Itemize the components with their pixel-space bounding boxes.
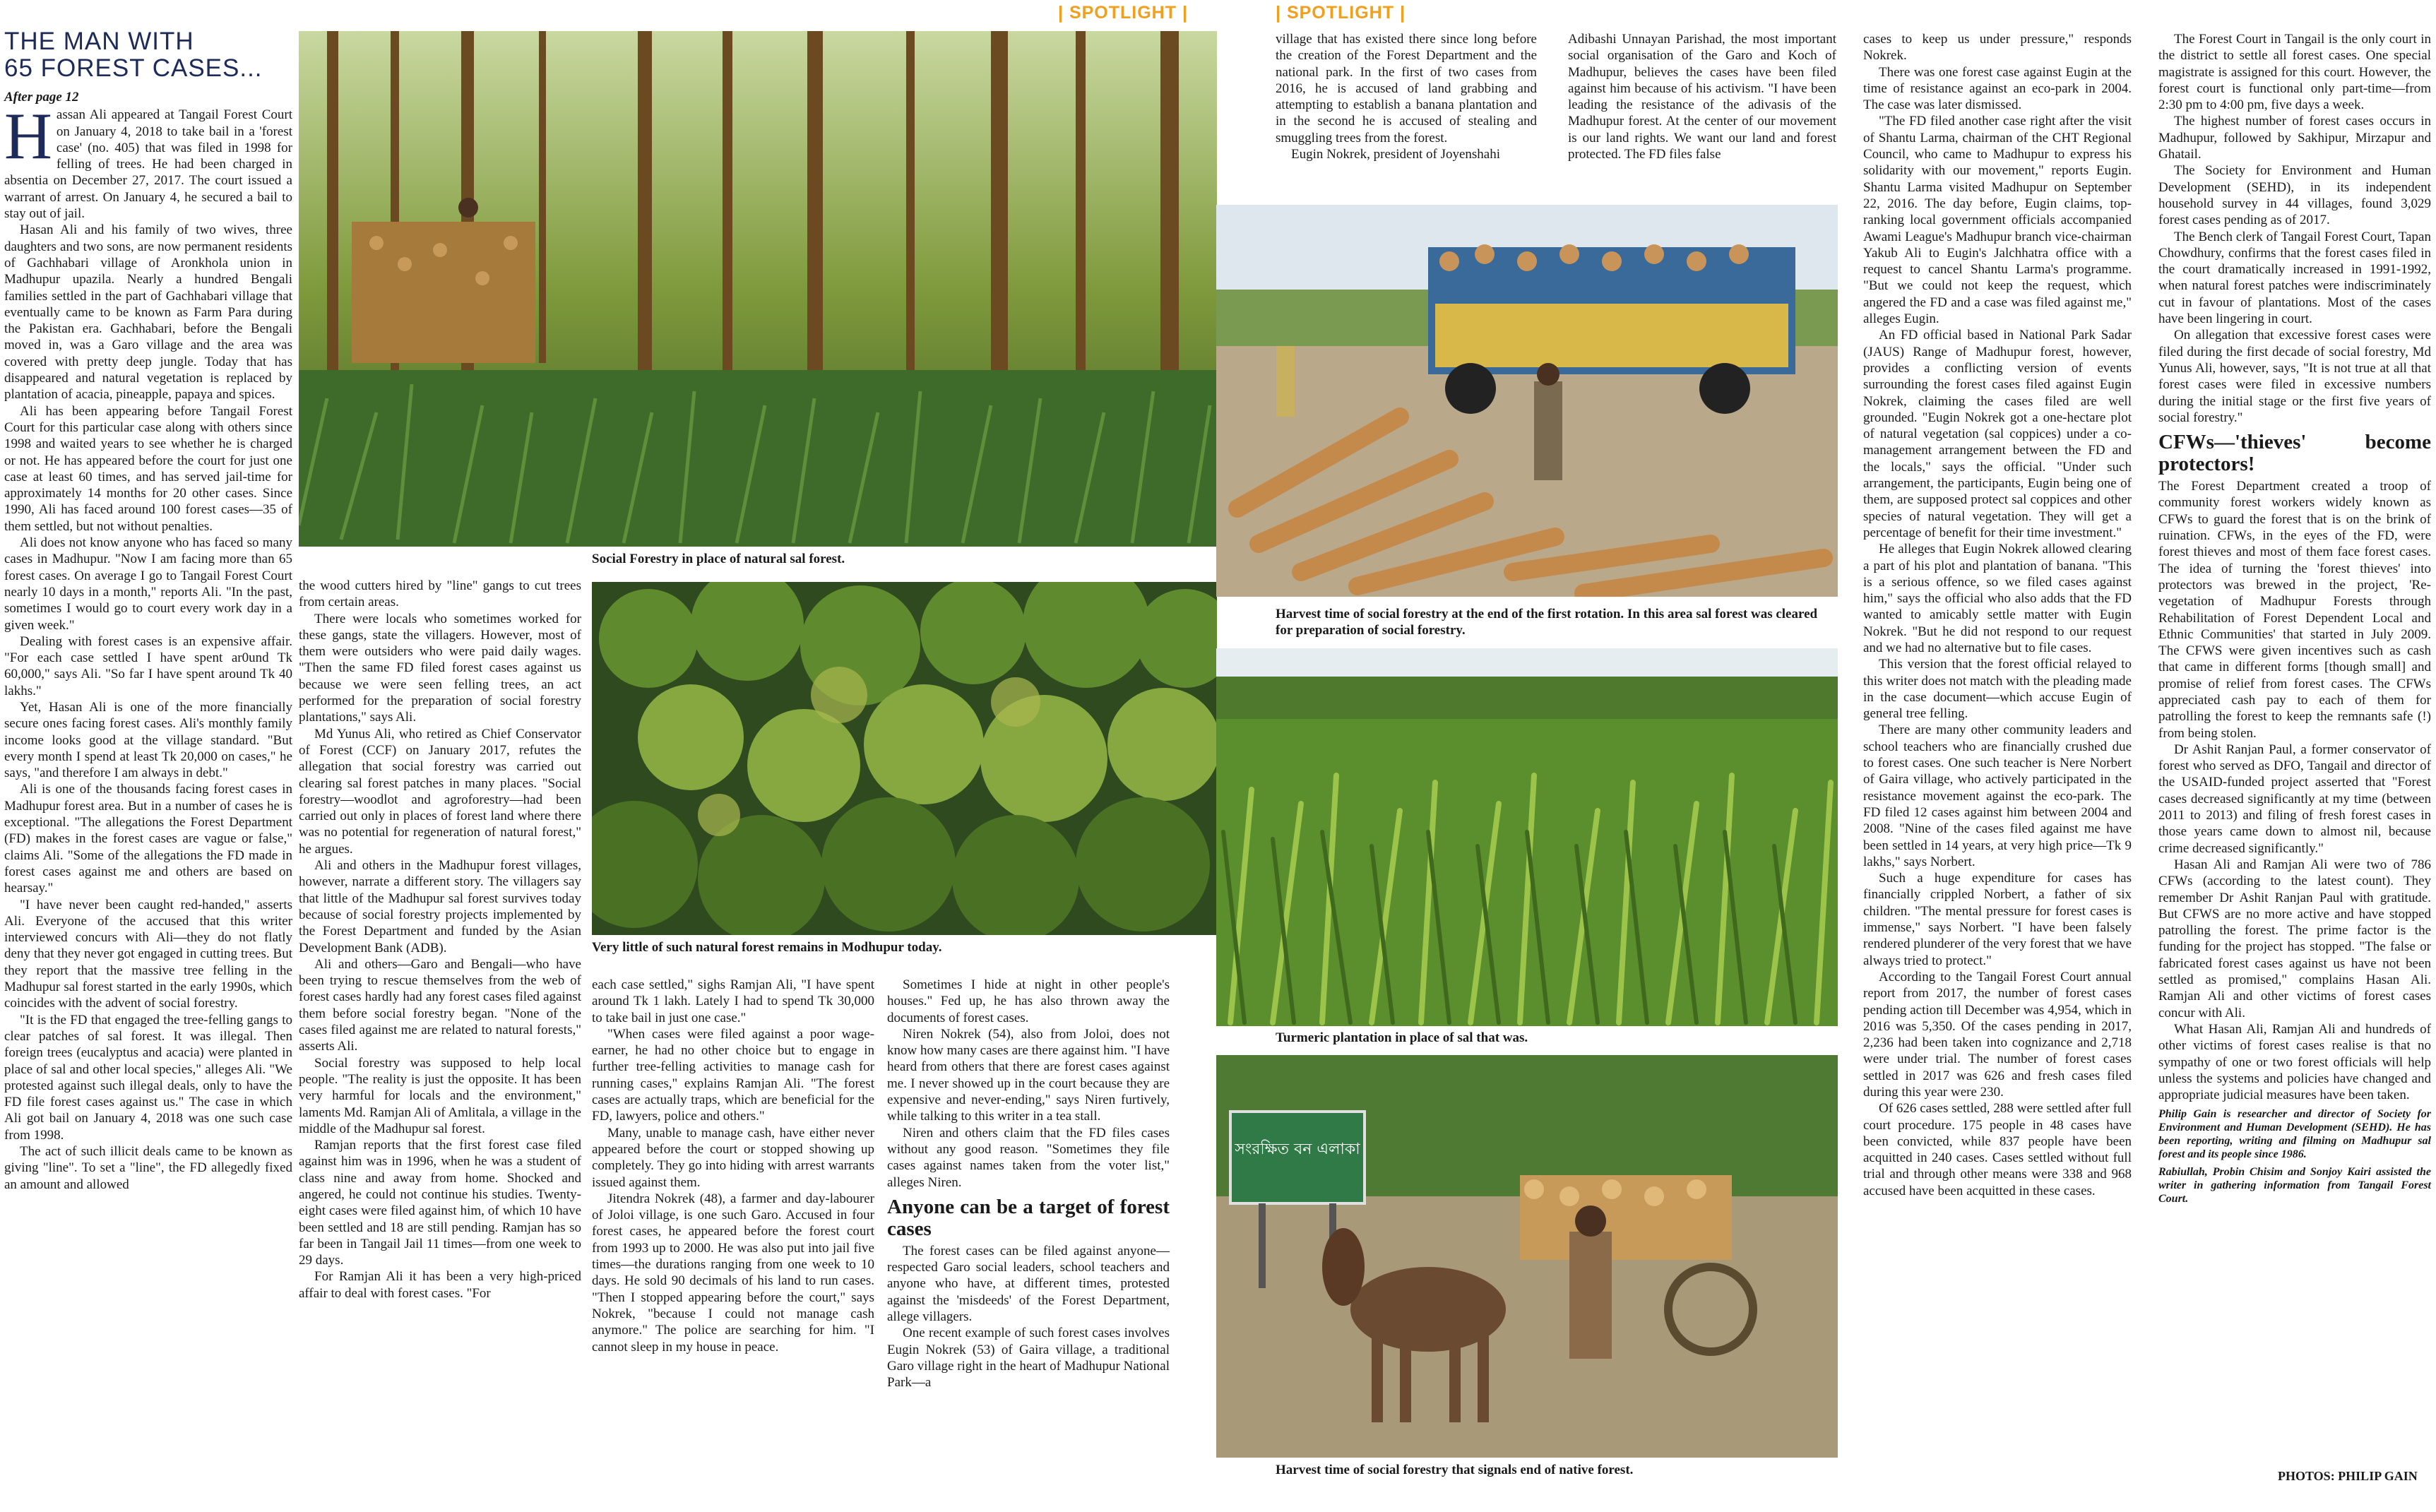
paragraph: What Hasan Ali, Ramjan Ali and hundreds of other victims of forest cases realise is that no sympathy of one or two forest officials will help unless the systems and policies have changed and appropriate judicial measures have been taken. xyxy=(2158,1021,2431,1103)
paragraph: One recent example of such forest cases involves Eugin Nokrek (53) of Gaira village, a traditional Garo village right in the heart of Madhupur National Park—a xyxy=(887,1326,1170,1391)
photo-credit: PHOTOS: PHILIP GAIN xyxy=(2278,1469,2418,1483)
photo-social-forestry xyxy=(299,31,1217,547)
paragraph: Yet, Hasan Ali is one of the more financially secure ones facing forest cases. Ali's monthly family income looks good at the village standard. "But every month I spend at least Tk 20,000 on cases," he says, "and therefore I am always in debt." xyxy=(4,699,292,781)
paragraph: The Bench clerk of Tangail Forest Court, Tapan Chowdhury, confirms that the forest cases filed in the court dramatically increased in 1991-1992, when natural forest patches were indiscriminately cut in favour of plantations. Most of the cases have been lingering in court. xyxy=(2158,229,2431,327)
assist-note: Rabiullah, Probin Chisim and Sonjoy Kairi assisted the writer in gathering information from Tangail Forest Court. xyxy=(2158,1166,2431,1206)
paragraph: Dr Ashit Ranjan Paul, a former conservator of forest who served as DFO, Tangail and director of the USAID-funded project asserted that "Forest cases decreased significantly at my time (between 2011 to 2013) and filing of fresh forest cases in those years came down to almost nil, because crime decreased significantly." xyxy=(2158,742,2431,856)
caption-natural-forest: Very little of such natural forest remains in Modhupur today. xyxy=(592,940,942,955)
section-tag-right: | SPOTLIGHT | xyxy=(1276,3,1406,23)
paragraph: For Ramjan Ali it has been a very high-priced affair to deal with forest cases. "For xyxy=(299,1269,581,1301)
paragraph: Such a huge expenditure for cases has financially crippled Norbert, a father of six children. "The mental pressure for forest cases is immense," says Norbert. "I have been falsely rendered plunderer of the very forest that we have always tried to protect." xyxy=(1863,871,2132,968)
subhead-cfw: CFWs—'thieves' become protectors! xyxy=(2158,431,2431,476)
paragraph: Ali and others in the Madhupur forest villages, however, narrate a different story. The villagers say that little of the Madhupur sal forest survives today because of social forestry projects implemented by the Forest Department and funded by the Asian Development Bank (ADB). xyxy=(299,858,581,956)
paragraph: On allegation that excessive forest cases were filed during the first decade of social forestry, Md Yunus Ali, however, says, "It is not true at all that forest cases were filed in excessive numbers during the initial stage or the first five years of social forestry." xyxy=(2158,328,2431,425)
paragraph: Of 626 cases settled, 288 were settled after full court procedure. 175 people in 48 cases have been convicted, while 837 people have been acquitted in 240 cases. Cases settled without full trial and through other means were 338 and 968 accused have been acquitted in these cases. xyxy=(1863,1101,2132,1198)
photo-natural-forest xyxy=(592,582,1217,935)
column-6-body xyxy=(1568,31,1836,162)
paragraph: The Society for Environment and Human Development (SEHD), in its independent household survey in 44 villages, found 3,029 forest cases pending as of 2017. xyxy=(2158,163,2431,228)
paragraph: There are many other community leaders and school teachers who are financially crushed due to forest cases. One such teacher is Nere Norbert of Gaira village, who actively participated in the resistance movement against the eco-park. The FD filed 12 cases against him between 2004 and 2008. "Nine of the cases filed against me have been settled in 14 years, at very high price—Tk 9 lakhs," says Norbert. xyxy=(1863,722,2132,869)
caption-harvest-rotation: Harvest time of social forestry at the end of the first rotation. In this area sal forest was cleared for preparation of social forestry. xyxy=(1276,607,1818,638)
paragraph: There was one forest case against Eugin at the time of resistance against an eco-park in 2004. The case was later dismissed. xyxy=(1863,64,2132,113)
paragraph: The Forest Department created a troop of community forest workers widely known as CFWs to guard the forest that is on the brink of ruination. CFWs, in the eyes of the FD, were forest thieves and most of them face forest cases. The idea of turning the 'forest thieves' into protectors was brewed in the project, 'Re-vegetation of Madhupur Forests through Rehabilitation of Forest Dependent Local and Ethnic Communities' that started in July 2009. The CFWS were given incentives such as cash that came in different forms [though small] and promise of relief from forest cases. The CFWs appreciated cash pay to each of them for patrolling the forest to keep the remnants safe (!) from being stolen. xyxy=(2158,479,2431,741)
subhead-target: Anyone can be a target of forest cases xyxy=(887,1195,1170,1240)
caption-turmeric: Turmeric plantation in place of sal that was. xyxy=(1276,1030,1528,1045)
paragraph: Jitendra Nokrek (48), a farmer and day-labourer of Joloi village, is one such Garo. Accused in four forest cases, he appeared before the forest court from 1993 up to 2000. He was also put into jail five times—the durations ranging from one week to 10 days. He sold 90 decimals of his land to run cases. "Then I stopped appearing before the court," says Nokrek, "because I could not manage cash anymore." The police are searching for him. "I cannot sleep in my house in peace. xyxy=(592,1191,874,1355)
column-6 xyxy=(1568,31,1836,162)
paragraph: The forest cases can be filed against anyone—respected Garo social leaders, school teachers and anyone who have, at different times, protested against the 'misdeeds' of the Forest Department, allege villagers. xyxy=(887,1243,1170,1325)
drop-cap: H xyxy=(4,100,52,174)
kicker: After page 12 xyxy=(4,90,79,105)
photo-turmeric xyxy=(1216,648,1838,1026)
column-1 xyxy=(4,86,292,1193)
column-4-body-b xyxy=(887,1243,1170,1391)
paragraph: "I have never been caught red-handed," asserts Ali. Everyone of the accused that this writer interviewed concurs with Ali—they do not flatly deny that they never got engaged in cutting trees. But they report that the massive tree felling in the Madhupur sal forest started in the early 1990s, which coincides with the advent of social forestry. xyxy=(4,897,292,1011)
paragraph: Md Yunus Ali, who retired as Chief Conservator of Forest (CCF) on January 2017, refutes the allegation that social forestry was carried out clearing sal forest patches in many places. "Social forestry—woodlot and agroforestry—had been carried out only in places of forest land where there was no potential for regeneration of natural forest," he argues. xyxy=(299,726,581,857)
paragraph: An FD official based in National Park Sadar (JAUS) Range of Madhupur forest, however, provides a conflicting version of events surrounding the forest cases filed against Eugin Nokrek, claiming the cases filed are well grounded. "Eugin Nokrek got a one-hectare plot of natural vegetation (sal coppices) under a co-management arrangement between the FD and the locals," says the official. "Under such arrangement, the participants, Eugin being one of them, are supposed protect sal coppices and other species of natural vegetation. They will get a percentage of benefit for their time investment." xyxy=(1863,328,2132,540)
paragraph: Adibashi Unnayan Parishad, the most important social organisation of the Garo and Koch of Madhupur, believes the cases have been filed against him because of his activism. "I have been leading the resistance of the adivasis of the Madhupur forest. At the center of our movement is our land rights. We want our land and forest protected. The FD files false xyxy=(1568,32,1836,162)
section-tag-left: | SPOTLIGHT | xyxy=(1058,3,1188,23)
column-8-body-b xyxy=(2158,478,2431,1103)
column-4-body-a xyxy=(887,977,1170,1191)
author-note: Philip Gain is researcher and director of Society for Environment and Human Development (SEHD). He has been reporting, writing and filming on Madhupur sal forest and its people since 1986. xyxy=(2158,1108,2431,1161)
paragraph: According to the Tangail Forest Court annual report from 2017, the number of forest cases pending action till December was 4,954, which in 2016 was 5,350. Of the cases pending in 2017, 2,236 had been taken into cognizance and 2,718 were under trial. The number of forest cases settled in 2017 was 626 and fresh cases filed during this year were 230. xyxy=(1863,969,2132,1100)
paragraph: There were locals who sometimes worked for these gangs, state the villagers. However, most of them were outsiders who were paid daily wages. "Then the same FD filed forest cases against us because we were seen felling trees, an act performed for the preparation of social forestry plantations," says Ali. xyxy=(299,611,581,725)
paragraph: Niren and others claim that the FD files cases without any good reason. "Sometimes they file cases against names taken from the voter list," alleges Niren. xyxy=(887,1125,1170,1190)
paragraph: He alleges that Eugin Nokrek allowed clearing a part of his plot and plantation of banana. "This is a serious offence, so we filed cases against him," says the official who also adds that the FD wanted to amicably settle matter with Eugin Nokrek. "But he did not respond to our request and we had no alternative but to file cases. xyxy=(1863,542,2132,655)
paragraph: The highest number of forest cases occurs in Madhupur, followed by Sakhipur, Mirzapur and Ghatail. xyxy=(2158,114,2431,162)
column-5 xyxy=(1276,31,1537,162)
column-7-body xyxy=(1863,31,2132,1199)
caption-harvest-native: Harvest time of social forestry that signals end of native forest. xyxy=(1276,1463,1634,1477)
paragraph: Ali and others—Garo and Bengali—who have been trying to rescue themselves from the web of forest cases hardly had any forest cases filed against them before social forestry began. "None of the cases filed against me are related to natural forests," asserts Ali. xyxy=(299,956,581,1054)
caption-social-forestry: Social Forestry in place of natural sal forest. xyxy=(592,552,845,566)
paragraph: "When cases were filed against a poor wage-earner, he had no other choice but to engage in further tree-felling activities to manage cash for running cases," explains Ramjan Ali. "The forest cases are actually traps, which are beneficial for the FD, lawyers, police and others." xyxy=(592,1026,874,1124)
paragraph: Hasan Ali and Ramjan Ali were two of 786 CFWs (according to the latest count). They remember Dr Ashit Ranjan Paul with gratitude. But CFWS are no more active and have stopped patrolling the forest. The prime factor is the funding for the project has stopped. "The false or fabricated forest cases against us have not been settled as promised," complains Hasan Ali. Ramjan Ali and other victims of forest cases concur with Ali. xyxy=(2158,857,2431,1020)
column-8-body-a xyxy=(2158,31,2431,426)
paragraph: Ali has been appearing before Tangail Forest Court for this particular case along with others since 1998 and waited years to see whether he is charged or not. He has appeared before the court for just one case at least 60 times, and has served jail-time for approximately 14 months for 20 other cases. Since 1990, Ali has faced around 100 forest cases—35 of them settled, but not without penalties. xyxy=(4,403,292,534)
paragraph: Social forestry was supposed to help local people. "The reality is just the opposite. It has been very harmful for locals and the environment," laments Md. Ramjan Ali of Amlitala, a village in the middle of the Madhupur sal forest. xyxy=(299,1055,581,1136)
paragraph: Dealing with forest cases is an expensive affair. "For each case settled I have spent ar0und Tk 60,000," says Ali. "So far I have spent around Tk 40 lakhs." xyxy=(4,633,292,698)
photo-harvest-rotation xyxy=(1216,205,1838,597)
paragraph: the wood cutters hired by "line" gangs to cut trees from certain areas. xyxy=(299,578,581,610)
column-2-body xyxy=(299,578,581,1302)
paragraph: "It is the FD that engaged the tree-felling gangs to clear patches of sal forest. It was illegal. Then foreign trees (eucalyptus and acacia) were planted in place of sal and other local species," alleges Ali. "We protested against such illegal deals, only to have the FD file forest cases against us." The case in which Ali got bail on January 4, 2018 was one such case from 1998. xyxy=(4,1012,292,1143)
paragraph: This version that the forest official relayed to this writer does not match with the pleading made in the case document—which accuse Eugin of general tree felling. xyxy=(1863,657,2132,722)
paragraph: Niren Nokrek (54), also from Joloi, does not know how many cases are there against him. "I have heard from others that there are forest cases against me. I never showed up in the court because they are expensive and never-ending," says Niren furtively, while talking to this writer in a tea stall. xyxy=(887,1026,1170,1124)
paragraph: each case settled," sighs Ramjan Ali, "I have spent around Tk 1 lakh. Lately I had to spend Tk 30,000 to take bail in just one case." xyxy=(592,977,874,1025)
paragraph: village that has existed there since long before the creation of the Forest Department and the national park. In the first of two cases from 2016, he is accused of land grabbing and attempting to establish a banana plantation and in the second he is accused of stealing and smuggling trees from the forest. xyxy=(1276,32,1537,145)
column-5-body xyxy=(1276,31,1537,162)
column-7 xyxy=(1863,31,2132,1199)
column-8 xyxy=(2158,31,2431,1206)
paragraph: Many, unable to manage cash, have either never appeared before the court or stopped showing up completely. They go into hiding with arrest warrants issued against them. xyxy=(592,1125,874,1190)
paragraph: Ali is one of the thousands facing forest cases in Madhupur forest area. But in a number of cases he is exceptional. "The allegations the Forest Department (FD) makes in the forest cases are vague or false," claims Ali. "Some of the allegations the FD made in forest cases against me and others are based on hearsay." xyxy=(4,782,292,896)
column-1-body xyxy=(4,100,292,1193)
column-4 xyxy=(887,977,1170,1391)
column-3 xyxy=(592,977,874,1355)
photo-harvest-native xyxy=(1216,1055,1838,1458)
column-2 xyxy=(299,578,581,1302)
column-3-body xyxy=(592,977,874,1355)
paragraph: The act of such illicit deals came to be known as giving "line". To set a "line", the FD allegedly fixed an amount and allowed xyxy=(4,1144,292,1192)
paragraph: cases to keep us under pressure," responds Nokrek. xyxy=(1863,32,2132,64)
paragraph: Sometimes I hide at night in other people's houses." Fed up, he has also thrown away the documents of forest cases. xyxy=(887,977,1170,1025)
paragraph: assan Ali appeared at Tangail Forest Court on January 4, 2018 to take bail in a 'forest case' (no. 405) that was filed in 1998 for felling of trees. He had been charged in absentia on December 27, 2017. The court issued a warrant of arrest. On January 4, he secured a bail to stay out of jail. xyxy=(4,107,292,222)
paragraph: The Forest Court in Tangail is the only court in the district to settle all forest cases. One special magistrate is assigned for this court. However, the forest court is functional only part-time—from 2:30 pm to 4:00 pm, five days a week. xyxy=(2158,32,2431,113)
paragraph: Ramjan reports that the first forest case filed against him was in 1996, when he was a student of class nine and away from home. Shocked and angered, he could not continue his studies. Twenty-eight cases were filed against him, of which 10 have been settled and 18 are still pending. Ramjan has so far been in Tangail Jail 11 times—from one week to 29 days. xyxy=(299,1138,581,1268)
paragraph: Eugin Nokrek, president of Joyenshahi xyxy=(1291,147,1501,162)
title-line-2: 65 FOREST CASES... xyxy=(4,54,263,82)
title-line-1: THE MAN WITH xyxy=(4,28,194,55)
signboard-text: সংরক্ষিত বন এলাকা xyxy=(1235,1141,1360,1158)
paragraph: Hasan Ali and his family of two wives, three daughters and two sons, are now permanent residents of Gachhabari village of Aronkhola union in Madhupur upazila. Nearly a hundred Bengali families settled in the part of Gachhabari village that eventually came to be known as Farm Para during the Pakistan era. Gachhabari, before the Bengali moved in, was a Garo village and the area was covered with pretty deep jungle. Today that has disappeared and natural vegetation is replaced by plantation of acacia, pineapple, papaya and spices. xyxy=(4,222,292,403)
paragraph: "The FD filed another case right after the visit of Shantu Larma, chairman of the CHT Regional Council, who came to Madhupur to express his solidarity with our movement," reports Eugin. Shantu Larma visited Madhupur on September 22, 2016. The day before, Eugin claims, top-ranking local government officials accompanied Awami League's Madhupur branch vice-chairman Yakub Ali to Eugin's Jalchhatra office with a request to cancel Shantu Larma's programme. "But we could not keep the request, which angered the FD and a case was filed against me," alleges Eugin. xyxy=(1863,114,2132,327)
paragraph: Ali does not know anyone who has faced so many cases in Madhupur. "Now I am facing more than 65 forest cases. On average I go to Tangail Forest Court nearly 10 days in a month," reports Ali. "In the past, sometimes I would go to court every work day in a given week." xyxy=(4,535,292,633)
article-title xyxy=(4,28,287,82)
